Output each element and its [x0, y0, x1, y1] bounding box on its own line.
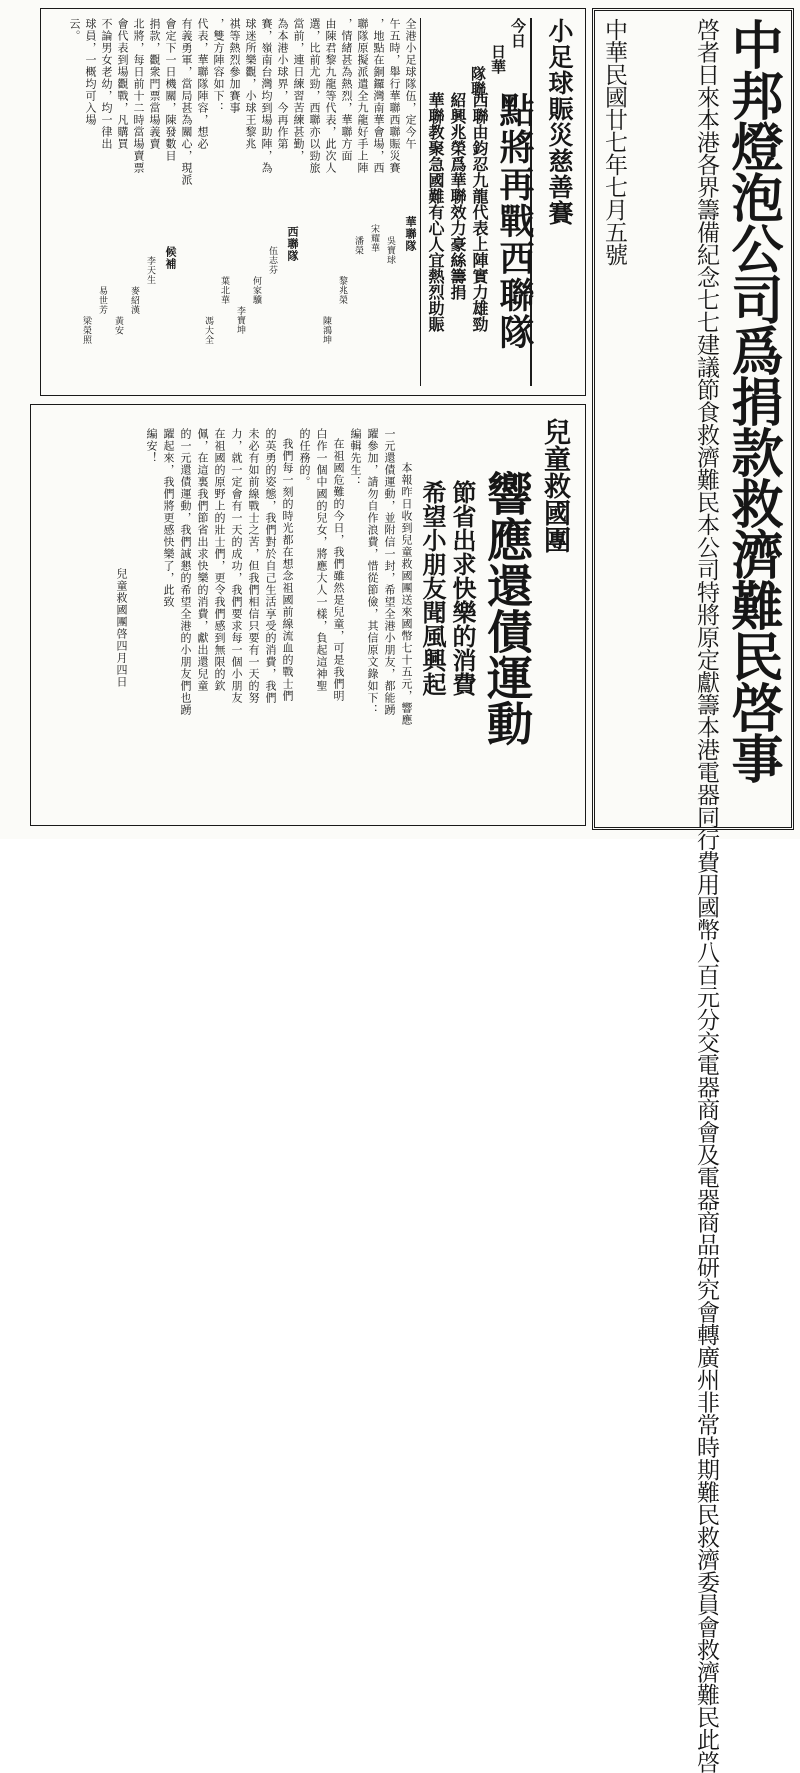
football-date-line-1: 今日 — [509, 18, 527, 48]
football-body-col: 會代表到場觀戰，凡購買 — [116, 18, 129, 150]
roster-player: 葉北華 — [219, 276, 229, 305]
notice-title: 中邦燈泡公司爲捐款救濟難民啓事 — [722, 18, 783, 783]
roster-player: 何家驥 — [251, 276, 261, 305]
football-subhead-divider — [420, 18, 421, 386]
football-body-col: 選，比前尤勁，西聯亦以勁旅 — [308, 18, 321, 174]
roster-player: 梁榮照 — [81, 316, 91, 345]
roster-player: 陳鴻坤 — [321, 316, 331, 345]
football-body-col: 聯隊原擬派遣全九龍好手上陣 — [356, 18, 369, 174]
children-body-col: 編安！ — [145, 428, 158, 464]
football-title: 小足球賑災慈善賽 — [545, 18, 574, 226]
football-body-col: ，雙方陣容如下： — [212, 18, 225, 114]
football-subhead-3: 華聯教聚急國難有心人宜熱烈助賑 — [426, 92, 445, 332]
roster-team-name: 西聯隊 — [286, 226, 299, 262]
football-body-col: 全港小足球隊伍，定今午 — [404, 18, 417, 150]
football-vs-line: 隊聯 — [469, 66, 487, 96]
football-body-col: 云。 — [68, 18, 81, 42]
children-subhead-2: 希望小朋友聞風興起 — [418, 480, 447, 696]
football-body-col: 為本港小球界，今再作第 — [276, 18, 289, 150]
children-body-col: 在祖國的原野上的壯士們，更令我們感到無限的欽 — [213, 428, 226, 692]
roster-player: 吳寶球 — [385, 236, 395, 265]
roster-player: 黃安 — [113, 316, 123, 335]
roster-player: 易世芳 — [97, 286, 107, 315]
children-subhead-1: 節省出求快樂的消費 — [448, 480, 477, 696]
notice-date: 中華民國廿七年七月五號 — [601, 18, 627, 266]
football-body-col: 當前，連日練習苦練甚勤， — [292, 18, 305, 162]
children-body-col: 我們每一刻的時光都在想念祖國前線流血的戰士們 — [281, 438, 294, 702]
football-body-col: 有義勇軍，當局甚為關心，現派 — [180, 18, 193, 186]
roster-player: 宋耀華 — [369, 224, 379, 253]
football-body-col: ，地點在銅鑼灣南華會場，西 — [372, 18, 385, 174]
children-body-col: 兒童救國團啓四月四日 — [115, 568, 128, 688]
roster-player: 李天生 — [145, 256, 155, 285]
football-date-line-2: 日華 — [489, 44, 507, 74]
children-body-col: 白作一個中國的兒女，將應大人一樣，負起這神聖 — [315, 428, 328, 692]
children-body-col: 編輯先生： — [349, 428, 362, 488]
children-body-text — [40, 418, 414, 814]
children-body-col: 力，就一定會有一天的成功，我們要求每一個小朋友 — [230, 428, 243, 704]
children-headline: 響應還債運動 — [480, 470, 534, 746]
children-body-col: 的任務的。 — [298, 428, 311, 488]
football-body-col: 祺等熱烈參加賽事 — [228, 18, 241, 114]
children-body-col: 的一元還債運動，我們誠懇的希望全港的小朋友們也踴 — [179, 428, 192, 716]
roster-player: 潘榮 — [353, 236, 363, 255]
football-subhead-2: 紹興兆榮爲華聯效力豪絲籌捐 — [448, 92, 467, 300]
children-body-col: 未必有如前線戰士之苦，但我們相信只要有一天的努 — [247, 428, 260, 704]
football-body-col: 午五時，舉行華聯西聯賑災賽 — [388, 18, 401, 174]
children-body-col: 佩，在這裏我們節省出求快樂的消費，獻出還兒童 — [196, 428, 209, 692]
football-body-col: 北將，每日前十二時當場賣票 — [132, 18, 145, 174]
football-body-col: 會定下一日機關，陳發數目 — [164, 18, 177, 162]
football-body-col: 不論男女老幼，均一律出 — [100, 18, 113, 150]
football-body-col: ，情緒甚為熱烈，華聯方面 — [340, 18, 353, 162]
roster-team-name: 華聯隊 — [404, 216, 417, 252]
children-body-col: 的英勇的姿態，我們對於自己生活享受的消費，我們 — [264, 428, 277, 704]
roster-player: 馮大全 — [203, 316, 213, 345]
children-body-col: 一元還債運動，並附信一封，希望全港小朋友，都能踴 — [383, 428, 396, 716]
football-body-text — [50, 18, 418, 388]
football-body-col: 捐款，觀衆門票當場義賣 — [148, 18, 161, 150]
children-body-col: 在祖國危難的今日，我們雖然是兒童，可是我們明 — [332, 438, 345, 702]
notice-body: 啓者日來本港各界籌備紀念七七建議節食救濟難民本公司特將原定獻籌本港電器同行費用國幣八百元分交電器商會及電器商品研究會轉廣州非常時期難民救濟委員會救濟難民此啓 — [693, 18, 719, 1773]
football-body-col: 由陳君黎九龍等代表，此次人 — [324, 18, 337, 174]
football-body-col: 球迷所樂觀，小球王黎兆 — [244, 18, 257, 150]
children-body-col: 躍起來，我們將更感快樂了，此致 — [162, 428, 175, 608]
football-subhead-1: 西聯由鈞忍九龍代表上陣實力雄勁 — [470, 92, 489, 332]
children-org-title: 兒童救國團 — [539, 418, 570, 553]
roster-player: 伍志芬 — [267, 246, 277, 275]
football-body-col: 代表，華聯隊陣容，想必 — [196, 18, 209, 150]
football-body-col: 賽，嶺南台灣均到場助陣，為 — [260, 18, 273, 174]
football-headline: 點將再戰西聯隊 — [494, 92, 535, 351]
roster-player: 李寶坤 — [235, 306, 245, 335]
roster-team-name: 候補 — [164, 246, 177, 270]
roster-player: 麥紹漢 — [129, 286, 139, 315]
children-body-col: 本報昨日收到兒童救國團送來國幣七十五元，響應 — [400, 462, 413, 726]
children-body-col: 躍參加，請勿自作浪費，惜從節儉，其信原文錄如下： — [366, 428, 379, 716]
roster-block — [50, 216, 418, 386]
roster-player: 黎兆榮 — [337, 276, 347, 305]
football-body-col: 球員，一概均可入場 — [84, 18, 97, 126]
